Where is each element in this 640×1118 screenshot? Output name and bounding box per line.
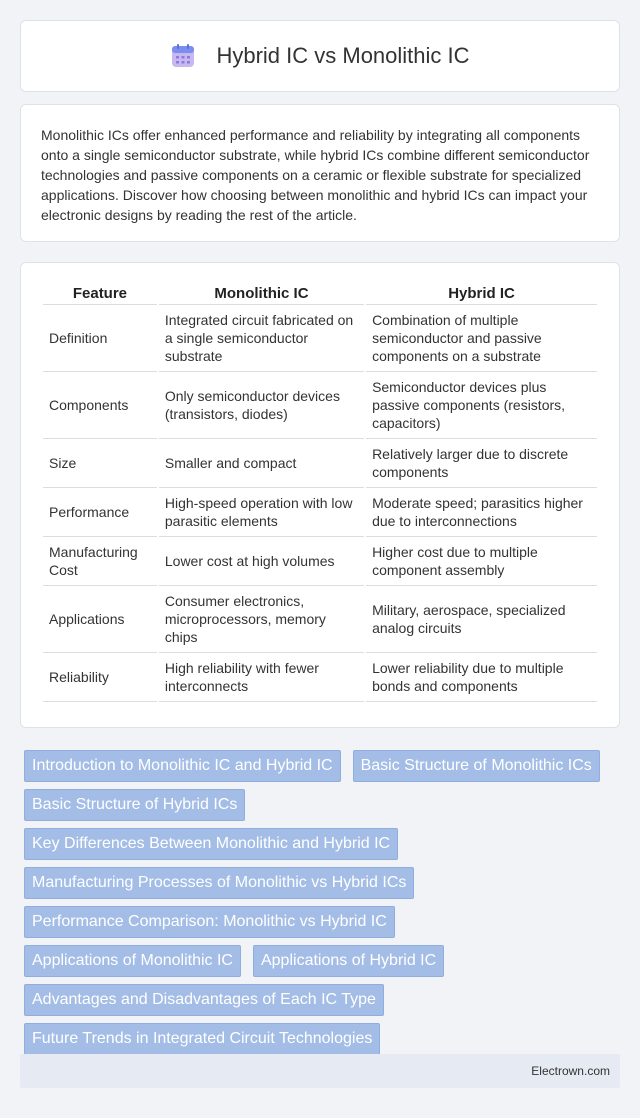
table-cell: High reliability with fewer interconnects [159, 653, 364, 702]
header-hybrid: Hybrid IC [366, 283, 597, 305]
header-feature: Feature [43, 283, 157, 305]
table-row [43, 537, 597, 586]
title-card [20, 20, 620, 92]
calendar-icon [170, 43, 196, 69]
table-cell: Only semiconductor devices (transistors, diodes) [159, 372, 364, 439]
topic-link[interactable]: Applications of Monolithic IC [24, 945, 241, 977]
table-cell: Lower cost at high volumes [159, 537, 364, 586]
table-cell: Manufacturing Cost [43, 537, 157, 586]
topic-link[interactable]: Advantages and Disadvantages of Each IC Type [24, 984, 384, 1016]
intro-paragraph: Monolithic ICs offer enhanced performance and reliability by integrating all components onto a single semiconductor substrate, while hybrid ICs combine different semiconductor technologies and passive components on a ceramic or flexible substrate for specialized applications. Discover how choosing between monolithic and hybrid ICs can impact your electronic designs by reading the rest of the article. [41, 127, 590, 223]
topic-links [20, 750, 620, 1055]
table-cell: Consumer electronics, microprocessors, memory chips [159, 586, 364, 653]
table-cell: Definition [43, 305, 157, 372]
footer [20, 1054, 620, 1088]
table-cell: Relatively larger due to discrete components [366, 439, 597, 488]
intro-card [20, 104, 620, 242]
table-cell: Military, aerospace, specialized analog circuits [366, 586, 597, 653]
table-row [43, 488, 597, 537]
page-title: Hybrid IC vs Monolithic IC [216, 43, 470, 68]
table-cell: Size [43, 439, 157, 488]
table-cell: Components [43, 372, 157, 439]
table-cell: Reliability [43, 653, 157, 702]
comparison-table-card [20, 262, 620, 728]
table-cell: Semiconductor devices plus passive components (resistors, capacitors) [366, 372, 597, 439]
header-monolithic: Monolithic IC [159, 283, 364, 305]
table-cell: Performance [43, 488, 157, 537]
table-cell: Moderate speed; parasitics higher due to interconnections [366, 488, 597, 537]
table-row [43, 305, 597, 372]
footer-brand[interactable]: Electrown.com [531, 1064, 610, 1078]
topic-link[interactable]: Future Trends in Integrated Circuit Technologies [24, 1023, 380, 1055]
table-header-row [43, 283, 597, 305]
table-cell: Lower reliability due to multiple bonds and components [366, 653, 597, 702]
topic-link[interactable]: Manufacturing Processes of Monolithic vs Hybrid ICs [24, 867, 414, 899]
topic-link[interactable]: Key Differences Between Monolithic and Hybrid IC [24, 828, 398, 860]
table-cell: High-speed operation with low parasitic elements [159, 488, 364, 537]
table-cell: Combination of multiple semiconductor and passive components on a substrate [366, 305, 597, 372]
comparison-table [41, 283, 599, 702]
table-cell: Smaller and compact [159, 439, 364, 488]
table-row [43, 653, 597, 702]
table-row [43, 439, 597, 488]
table-cell: Integrated circuit fabricated on a single semiconductor substrate [159, 305, 364, 372]
table-row [43, 372, 597, 439]
topic-link[interactable]: Basic Structure of Hybrid ICs [24, 789, 245, 821]
table-cell: Applications [43, 586, 157, 653]
topic-link[interactable]: Applications of Hybrid IC [253, 945, 444, 977]
topic-link[interactable]: Basic Structure of Monolithic ICs [353, 750, 600, 782]
table-cell: Higher cost due to multiple component assembly [366, 537, 597, 586]
table-row [43, 586, 597, 653]
topic-link[interactable]: Introduction to Monolithic IC and Hybrid IC [24, 750, 341, 782]
topic-link[interactable]: Performance Comparison: Monolithic vs Hybrid IC [24, 906, 395, 938]
